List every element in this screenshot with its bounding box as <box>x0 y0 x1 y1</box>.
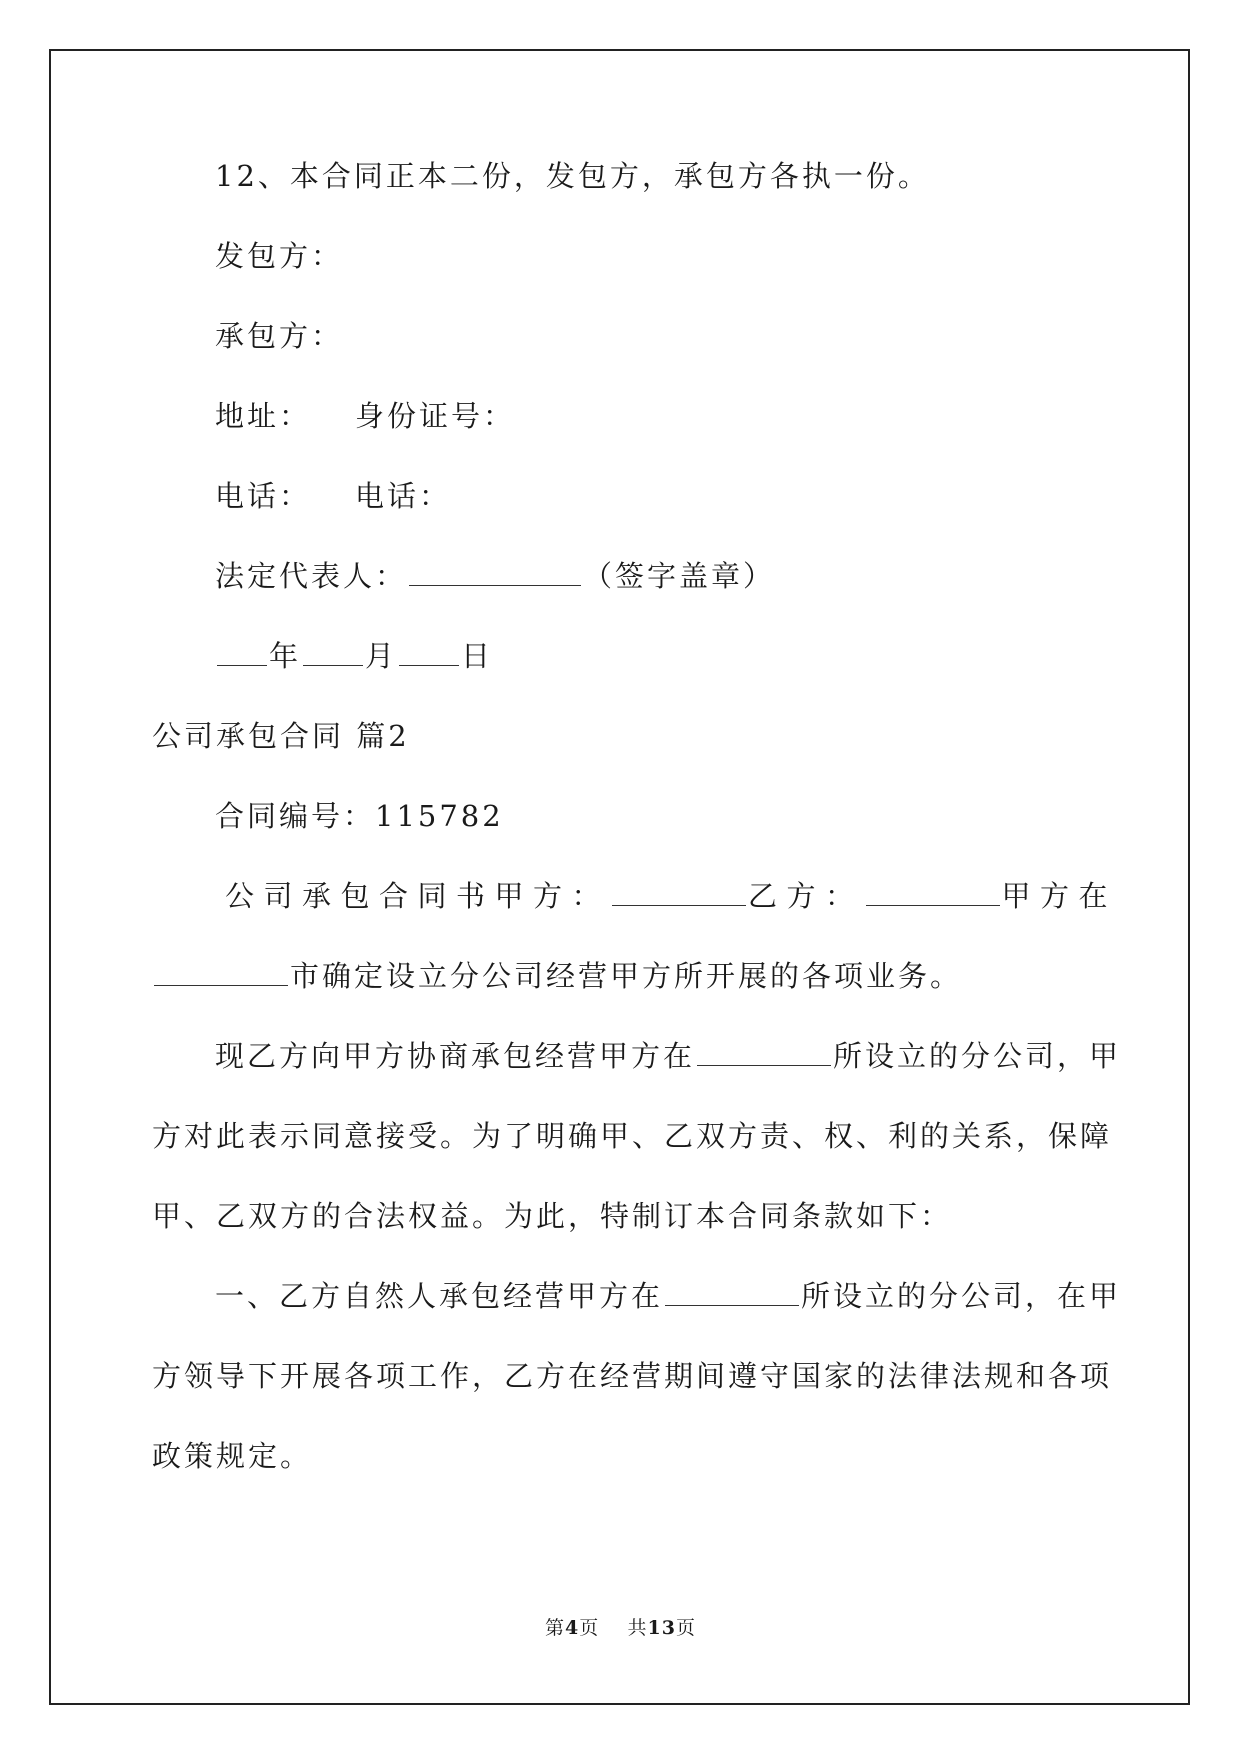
day-label: 日 <box>461 639 494 673</box>
clause-12: 12、本合同正本二份，发包方，承包方各执一份。 <box>215 159 930 193</box>
footer-page-prefix: 第 <box>545 1617 566 1639</box>
para2-line2: 方对此表示同意接受。为了明确甲、乙双方责、权、利的关系，保障 <box>152 1119 1113 1153</box>
page-footer <box>0 1613 1241 1640</box>
legal-rep-label: 法定代表人： <box>215 559 408 593</box>
section-heading: 公司承包合同 篇2 <box>152 719 410 753</box>
clause1-line1 <box>215 1276 1121 1316</box>
phone-line <box>215 476 451 516</box>
para2-location-blank <box>697 1039 831 1066</box>
party-b-blank <box>866 879 1000 906</box>
contract-number: 合同编号：115782 <box>215 799 504 833</box>
day-blank <box>399 639 459 666</box>
month-label: 月 <box>365 639 398 673</box>
footer-total-suffix: 页 <box>675 1617 696 1639</box>
clause1-text-b: 所设立的分公司，在甲 <box>801 1279 1122 1313</box>
legal-rep-line <box>215 556 775 596</box>
party-a-blank <box>612 879 746 906</box>
footer-page-number: 4 <box>565 1617 580 1639</box>
year-label: 年 <box>269 639 302 673</box>
party-b-label: 乙方： <box>748 879 864 913</box>
party-a-label: 公司承包合同书甲方： <box>225 879 611 913</box>
business-text: 市确定设立分公司经营甲方所开展的各项业务。 <box>290 959 963 993</box>
parties-line <box>225 876 1117 916</box>
address-line <box>215 396 515 436</box>
para2-line1 <box>215 1036 1121 1076</box>
party-a-location-text: 甲方在 <box>1001 879 1118 913</box>
footer-page-suffix: 页 <box>579 1617 600 1639</box>
issuer-label: 发包方： <box>215 239 344 273</box>
signature-blank <box>409 559 581 586</box>
para2-line3: 甲、乙双方的合法权益。为此，特制订本合同条款如下： <box>152 1199 953 1233</box>
phone-label-2: 电话： <box>355 479 452 513</box>
year-blank <box>217 639 267 666</box>
clause1-location-blank <box>665 1279 799 1306</box>
clause1-text-a: 一、乙方自然人承包经营甲方在 <box>215 1279 664 1313</box>
contractor-label: 承包方： <box>215 319 344 353</box>
footer-total-number: 13 <box>647 1617 676 1639</box>
address-label: 地址： <box>215 399 312 433</box>
month-blank <box>303 639 363 666</box>
id-number-label: 身份证号： <box>355 399 516 433</box>
footer-total-prefix: 共 <box>627 1617 648 1639</box>
para2-text-a: 现乙方向甲方协商承包经营甲方在 <box>215 1039 696 1073</box>
city-blank <box>154 959 288 986</box>
business-line <box>152 956 962 996</box>
clause1-line2: 方领导下开展各项工作，乙方在经营期间遵守国家的法律法规和各项 <box>152 1359 1113 1393</box>
date-line <box>215 636 493 676</box>
para2-text-b: 所设立的分公司，甲 <box>833 1039 1122 1073</box>
phone-label-1: 电话： <box>215 479 312 513</box>
signature-note: （签字盖章） <box>583 559 776 593</box>
clause1-line3: 政策规定。 <box>152 1439 313 1473</box>
